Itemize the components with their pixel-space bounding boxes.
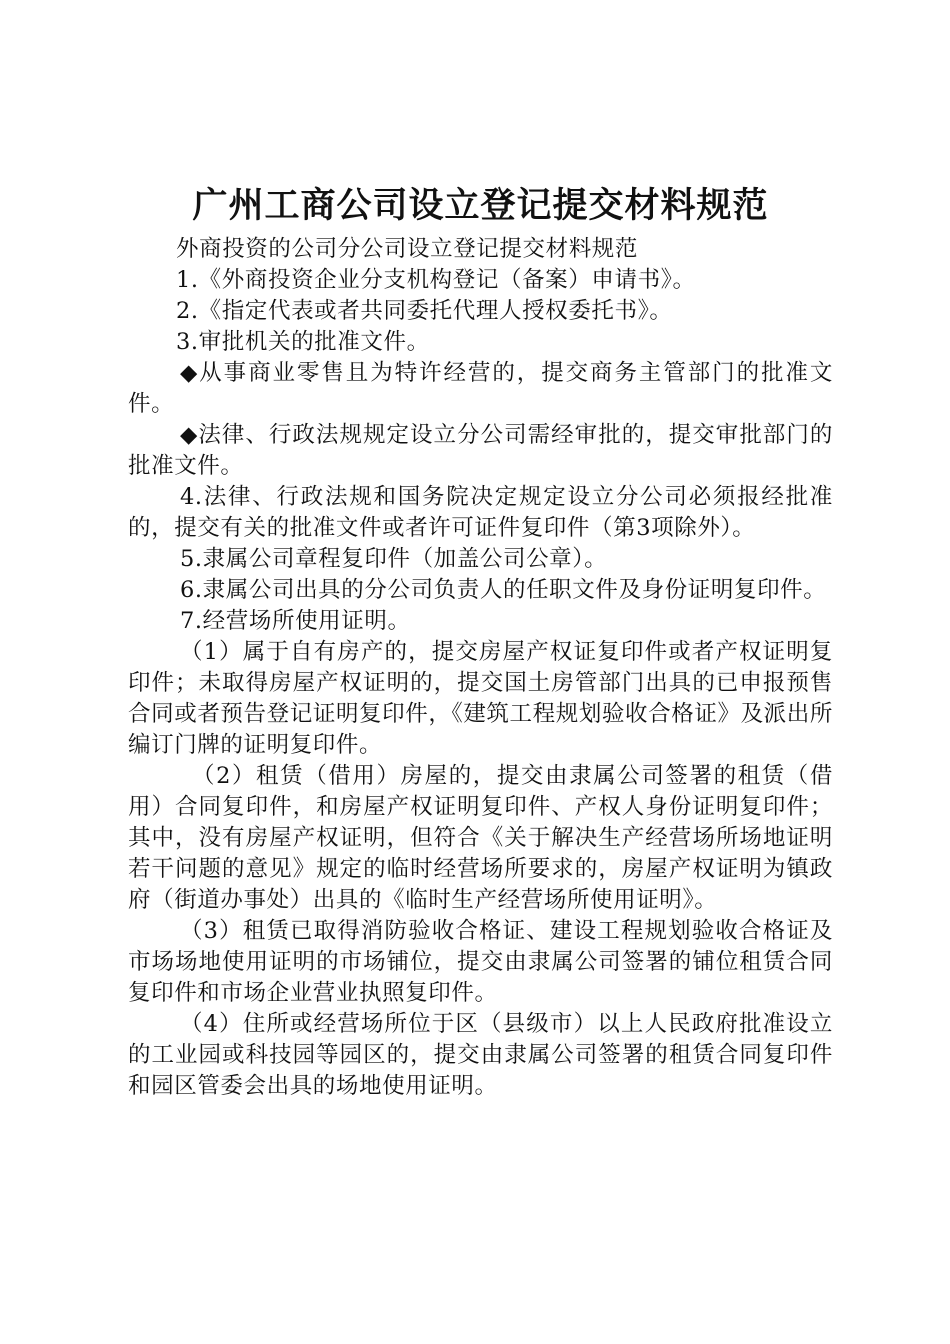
paragraph-item-2: 2.《指定代表或者共同委托代理人授权委托书》。 [176, 298, 673, 324]
paragraph-subitem-3: （3）租赁已取得消防验收合格证、建设工程规划验收合格证及市场场地使用证明的市场铺位，提交由隶属公司签署的铺位租赁合同复印件和市场企业营业执照复印件。 [128, 918, 833, 1006]
paragraph-item-3: 3.审批机关的批准文件。 [176, 329, 430, 355]
paragraph-subitem-4: （4）住所或经营场所位于区（县级市）以上人民政府批准设立的工业园或科技园等园区的，提交由隶属公司签署的租赁合同复印件和园区管委会出具的场地使用证明。 [128, 1011, 833, 1099]
paragraph-item-6: 6.隶属公司出具的分公司负责人的任职文件及身份证明复印件。 [180, 577, 827, 603]
document-page [128, 178, 833, 1102]
paragraph-item-5: 5.隶属公司章程复印件（加盖公司公章）。 [180, 546, 608, 572]
paragraph-item-1: 1.《外商投资企业分支机构登记（备案）申请书》。 [176, 267, 696, 293]
paragraph-subtitle: 外商投资的公司分公司设立登记提交材料规范 [176, 236, 639, 262]
document-title: 广州工商公司设立登记提交材料规范 [192, 186, 769, 226]
paragraph-bullet-1: ◆从事商业零售且为特许经营的，提交商务主管部门的批准文件。 [128, 360, 833, 417]
paragraph-subitem-1: （1）属于自有房产的，提交房屋产权证复印件或者产权证明复印件；未取得房屋产权证明的，提交国土房管部门出具的已申报预售合同或者预告登记证明复印件，《建筑工程规划验收合格证》及派出所编订门牌的证明复印件。 [128, 639, 833, 758]
paragraph-item-4: 4.法律、行政法规和国务院决定规定设立分公司必须报经批准的，提交有关的批准文件或者许可证件复印件（第3项除外）。 [128, 484, 833, 541]
paragraph-item-7: 7.经营场所使用证明。 [180, 608, 411, 634]
paragraph-bullet-2: ◆法律、行政法规规定设立分公司需经审批的，提交审批部门的批准文件。 [128, 422, 833, 479]
paragraph-subitem-2: （2）租赁（借用）房屋的，提交由隶属公司签署的租赁（借用）合同复印件，和房屋产权证明复印件、产权人身份证明复印件；其中，没有房屋产权证明，但符合《关于解决生产经营场所场地证明若干问题的意见》规定的临时经营场所要求的，房屋产权证明为镇政府（街道办事处）出具的《临时生产经营场所使用证明》。 [128, 763, 833, 913]
